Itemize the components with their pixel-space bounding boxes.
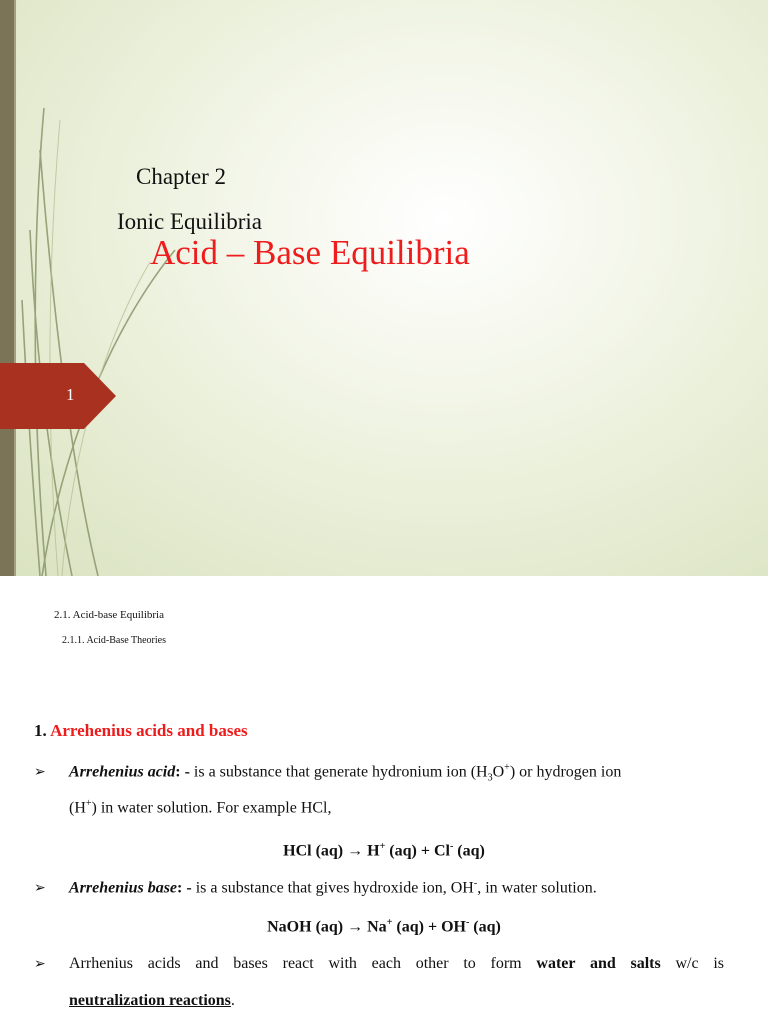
equation-naoh: [0, 917, 768, 936]
eq2-sup-2: -: [465, 917, 470, 928]
base-definition: [34, 878, 597, 897]
neutral-underline: neutralization reactions: [69, 992, 231, 1009]
eq1-sup-1: +: [379, 841, 386, 852]
base-text-1: is a substance that gives hydroxide ion, OH: [195, 879, 474, 897]
acid-definition: [34, 762, 621, 784]
base-term: Arrehenius base: [69, 879, 178, 897]
section-title: Arrehenius acids and bases: [50, 721, 248, 740]
eq1-part-1: HCl (aq) → H: [283, 842, 380, 860]
acid-term: Arrehenius acid: [69, 763, 176, 781]
decor-curve: [35, 108, 46, 576]
neutral-text-2: w/c is: [660, 955, 724, 972]
neutral-bold: water and salts: [536, 955, 661, 972]
eq1-sup-2: -: [449, 841, 454, 852]
bullet-arrow-icon: ➢: [34, 957, 46, 972]
eq1-part-2: (aq) + Cl: [385, 842, 450, 860]
neutral-text-1: Arrhenius acids and bases react with each other to form: [69, 955, 537, 972]
document-body: [0, 576, 768, 1024]
eq1-part-3: (aq): [453, 842, 485, 860]
acid-subscript: 3: [487, 772, 493, 784]
bullet-arrow-icon: ➢: [34, 881, 46, 897]
toc-entry-2-1-1: 2.1.1. Acid-Base Theories: [62, 635, 166, 646]
eq2-part-1: NaOH (aq) → Na: [267, 918, 387, 936]
bullet-arrow-icon: ➢: [34, 765, 46, 781]
neutralization-note: [34, 955, 724, 973]
acid-text-4: (H: [69, 799, 86, 817]
acid-text-2: O: [492, 763, 505, 781]
chapter-subtitle: Ionic Equilibria: [117, 209, 262, 234]
equation-hcl: [0, 841, 768, 860]
acid-text-1: is a substance that generate hydronium ion (H: [193, 763, 488, 781]
section-number: 1.: [34, 721, 47, 740]
acid-superscript-2: +: [85, 798, 92, 809]
chapter-title: Chapter 2: [136, 164, 227, 189]
section-heading: [34, 721, 248, 741]
base-separator: : -: [177, 879, 196, 897]
base-text-2: , in water solution.: [477, 879, 597, 897]
eq2-part-3: (aq): [469, 918, 501, 936]
acid-text-5: ) in water solution. For example HCl,: [91, 799, 332, 817]
topic-title: Acid – Base Equilibria: [150, 233, 470, 272]
eq2-sup-1: +: [386, 917, 393, 928]
neutralization-note-cont: [69, 992, 235, 1010]
neutral-end: .: [230, 992, 235, 1009]
acid-separator: : -: [175, 763, 194, 781]
acid-superscript: +: [504, 762, 510, 773]
acid-text-3: ) or hydrogen ion: [509, 763, 622, 781]
acid-definition-cont: [69, 798, 332, 817]
base-superscript: -: [473, 878, 478, 889]
toc-entry-2-1: 2.1. Acid-base Equilibria: [54, 609, 164, 621]
slide-number: 1: [66, 385, 75, 404]
eq2-part-2: (aq) + OH: [392, 918, 466, 936]
